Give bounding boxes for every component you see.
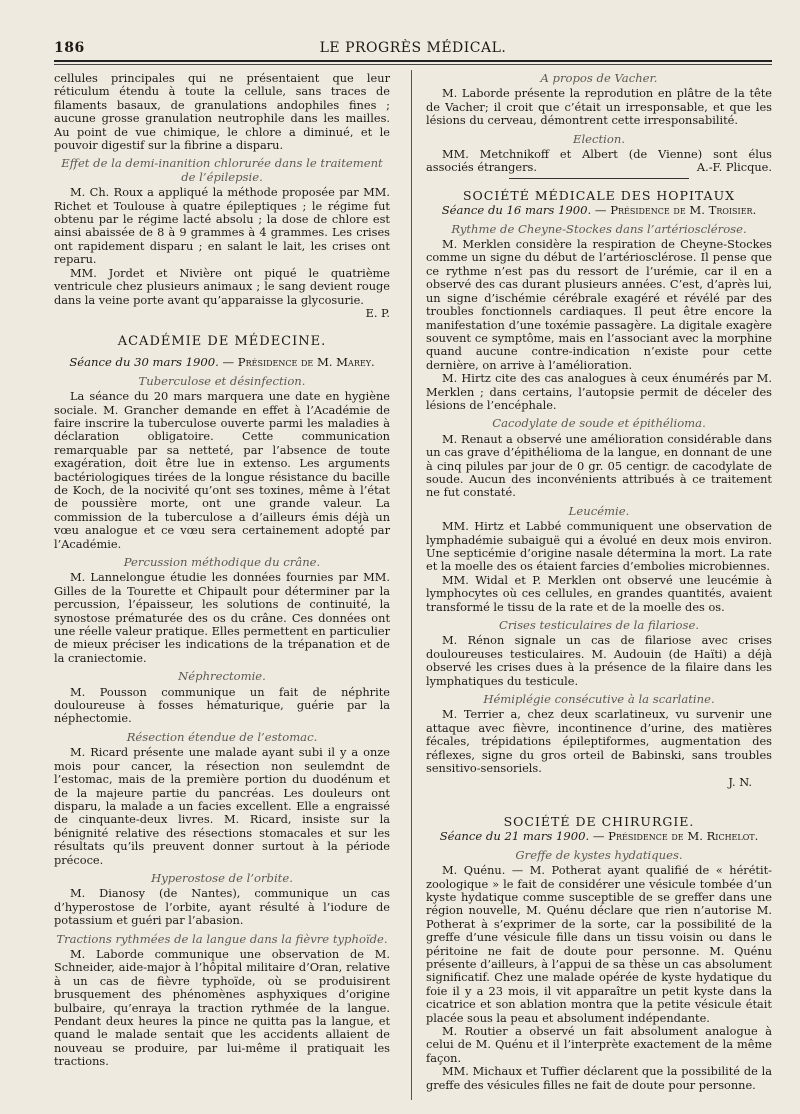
section-title: Percussion méthodique du crâne. (123, 555, 321, 569)
section-title: A propos de Vacher. (540, 71, 658, 85)
session-line (426, 204, 772, 217)
session-date: Séance du 16 mars 1900. (441, 203, 592, 218)
society-title: ACADÉMIE DE MÉDECINE. (117, 333, 327, 349)
left-column (54, 72, 390, 1069)
section-title: Leucémie. (568, 503, 630, 518)
section-title: Election. (572, 131, 626, 146)
paragraph: MM. Widal et P. Merklen ont observé une leucémie à lymphocytes où ces cellules, en grandes quantités, avaient transformé le tissu de la rate et de la moelle des os. (426, 572, 772, 614)
section-title: Hémiplégie consécutive à la scarlatine. (483, 692, 715, 707)
section-title: Néphrectomie. (178, 669, 266, 684)
paragraph: M. Ch. Roux a appliqué la méthode proposée par MM. Richet et Toulouse à quatre épileptiques ; le régime fut obtenu par le régime lacté absolu ; la dose de chlore est ainsi abaissée de 8 à 9 grammes à 4 grammes. Les crises ont rapidement disparu ; en salant le lait, les crises ont reparu. (54, 185, 390, 267)
paragraph: La séance du 20 mars marquera une date en hygiène sociale. M. Grancher demande en effet à l’Académie de faire inscrire la tuberculose ouverte parmi les maladies à déclaration obligatoire. Cette communication remarquable par sa netteté, par l’absence de toute exagération, doit être lue in extenso. Les arguments bactériologiques tirées de la longue résistance du bacille de Koch, de la nocivité qu’ont ses toxines, même à l’état de poussière morte, ont une grande valeur. La commission de la tuberculose a d’ailleurs émis déjà un vœu analogue et ce vœu sera certainement adopté par l’Académie. (54, 389, 390, 551)
section-title: Résection étendue de l’estomac. (126, 729, 318, 744)
section-title: Effet de la demi-inanition chlorurée dans le traitement de l’épilepsie. (61, 156, 383, 184)
paragraph: M. Dianosy (de Nantes), communique un cas d’hyperostose de l’orbite, ayant résulté à l’iodure de potassium et guéri par l’abasion. (54, 886, 390, 928)
paragraph: MM. Michaux et Tuffier déclarent que la possibilité de la greffe des vésicules filles ne fait de doute pour personne. (426, 1064, 772, 1092)
section-title: Greffe de kystes hydatiques. (515, 847, 683, 862)
session-president: — Présidence de M. Richelot. (592, 829, 759, 844)
header-rule (54, 60, 772, 62)
section-title: Cacodylate de soude et épithélioma. (492, 416, 706, 431)
header-rule-thin (54, 64, 772, 65)
author-signature: A.-F. Plicque. (696, 160, 772, 175)
column-divider (411, 70, 412, 1100)
society-title: SOCIÉTÉ MÉDICALE DES HOPITAUX (462, 187, 736, 203)
paragraph: M. Quénu. — M. Potherat ayant qualifié de « hérétit-zoologique » le fait de considérer une vésicule tombée d’un kyste hydatique comme susceptible de se greffer dans une région nouvelle, M. Quénu déclare que rien n’autorise M. Potherat à s’exprimer de la sorte, car la possibilité de la greffe d’une vésicule fille dans un tissu voisin ou dans le péritoine ne fait de doute pour personne. M. Quénu présente d’ailleurs, à l’appui de sa thèse un cas absolument significatif. Chez une malade opérée de kyste hydatique du foie il y a 23 mois, il vit apparaître un petit kyste dans la cicatrice et son ablation montra que la petite vésicule était placée sous la peau et absolument indépendante. (426, 863, 772, 1025)
author-signature: J. N. (728, 774, 752, 789)
paragraph: M. Hirtz cite des cas analogues à ceux énumérés par M. Merklen ; dans certains, l’autopsie permit de déceler des lésions de l’encéphale. (426, 371, 772, 412)
paragraph (426, 148, 772, 175)
page-header (54, 40, 772, 60)
session-president: — Présidence de M. Troisier. (594, 203, 757, 218)
right-column (426, 72, 772, 1092)
session-president: — Présidence de M. Marey. (222, 355, 375, 370)
paragraph: M. Terrier a, chez deux scarlatineux, vu survenir une attaque avec fièvre, incontinence d’urine, des matières fécales, trépidations épileptiformes, augmentation des réflexes, signe du gros orteil de Babinski, sans troubles sensitivo-sensoriels. (426, 707, 772, 776)
paragraph: M. Merklen considère la respiration de Cheyne-Stockes comme un signe du début de l’artériosclérose. Il pense que ce rythme n’est pas du ressort de l’urémie, car il en a observé des cas durant plusieurs années. C’est, d’après lui, un signe d’ischémie cérébrale exagéré et révélé par des troubles fonctionnels cardiaques. Il peut être encore la manifestation d’une toxémie passagère. La digitale exagère souvent ce symptôme, mais en l’associant avec la morphine quand aucune contre-indication n’existe pour cette dernière, on arrive à l’amélioration. (426, 237, 772, 372)
section-rule (509, 178, 689, 179)
page-number: 186 (54, 40, 85, 56)
section-title: Rythme de Cheyne-Stockes dans l’artériosclérose. (451, 221, 747, 236)
paragraph: M. Pousson communique un fait de néphrite douloureuse à fosses hématurique, guérie par la néphectomie. (54, 684, 390, 726)
section-title: Tractions rythmées de la langue dans la fièvre typhoïde. (56, 931, 388, 946)
section-title: Hyperostose de l’orbite. (151, 870, 293, 885)
session-date: Séance du 30 mars 1900. (69, 355, 219, 370)
section-title: Tuberculose et désinfection. (138, 373, 306, 388)
paragraph-text: MM. Jordet et Nivière ont piqué le quatrième ventricule chez plusieurs animaux ; le sang devient rouge dans la veine porte avant qu’apparaisse la glycosurie. (54, 265, 390, 307)
paragraph: M. Lannelongue étudie les données fournies par MM. Gilles de la Tourette et Chipault pour déterminer par la percussion, l’épaisseur, les solutions de continuité, la synostose prématurée des os du crâne. Ces données ont une réelle valeur pratique. Elles permettent en particulier de mieux préciser les indications de la trépanation et de la craniectomie. (54, 570, 390, 665)
session-line (426, 830, 772, 843)
paragraph: M. Laborde communique une observation de M. Schneider, aide-major à l’hôpital militaire d’Oran, relative à un cas de fièvre typhoïde, où se produisirent brusquement des phénomènes asphyxiques d’origine bulbaire, qu’enraya la traction rythmée de la langue. Pendant deux heures la pince ne quitta pas la langue, et quand le malade sentait que les accidents allaient de nouveau se produire, par lui-même il pratiquait les tractions. (54, 946, 390, 1069)
paragraph: M. Rénon signale un cas de filariose avec crises douloureuses testiculaires. M. Audouin (de Haïti) a déjà observé les crises dues à la présence de la filaire dans les lymphatiques du testicule. (426, 633, 772, 688)
paragraph: MM. Hirtz et Labbé communiquent une observation de lymphadémie subaiguë qui a évolué en deux mois environ. Une septicémie d’origine nasale détermina la mort. La rate et la moelle des os étaient farcies d’embolies microbiennes. (426, 519, 772, 574)
section-title: Crises testiculaires de la filariose. (498, 618, 700, 633)
session-line (54, 356, 390, 369)
paragraph: M. Renaut a observé une amélioration considérable dans un cas grave d’épithélioma de la langue, en donnant de une à cinq pilules par jour de 0 gr. 05 centigr. de cacodylate de soude. Aucun des inconvénients attribués à ce traitement ne fut constaté. (426, 431, 772, 500)
paragraph: M. Routier a observé un fait absolument analogue à celui de M. Quénu et il l’interprète exactement de la même façon. (426, 1024, 772, 1065)
society-title: SOCIÉTÉ DE CHIRURGIE. (503, 813, 695, 829)
journal-title: LE PROGRÈS MÉDICAL. (319, 40, 507, 56)
paragraph: cellules principales qui ne présentaient que leur réticulum étendu à toute la cellule, sans traces de filaments basaux, de granulations andophiles fines ; aucune grosse granulation neutrophile dans les mailles. Au point de vue chimique, le chlore a diminué, et le pouvoir digestif sur la fibrine a disparu. (54, 71, 390, 153)
paragraph: M. Ricard présente une malade ayant subi il y a onze mois pour cancer, la résection non seulemdnt de l’estomac, mais de la première portion du duodénum et de la majeure partie du pancréas. Les douleurs ont disparu, la malade a un facies excellent. Elle a engraissé de cinquante-deux livres. M. Ricard, insiste sur la bénignité relative des résections stomacales et sur les résultats qu’ils preuvent donner surtout à la période précoce. (54, 745, 390, 867)
paragraph-text: MM. Metchnikoff et Albert (de Vienne) sont élus associés étrangers. (426, 147, 772, 175)
paragraph (54, 265, 390, 320)
paragraph: M. Laborde présente la reprodution en plâtre de la tête de Vacher; il croit que c’était un irresponsable, et que les lésions du cerveau, démontrent cette irresponsabilité. (426, 86, 772, 128)
session-date: Séance du 21 mars 1900. (439, 829, 590, 844)
author-signature: E. P. (365, 305, 390, 320)
